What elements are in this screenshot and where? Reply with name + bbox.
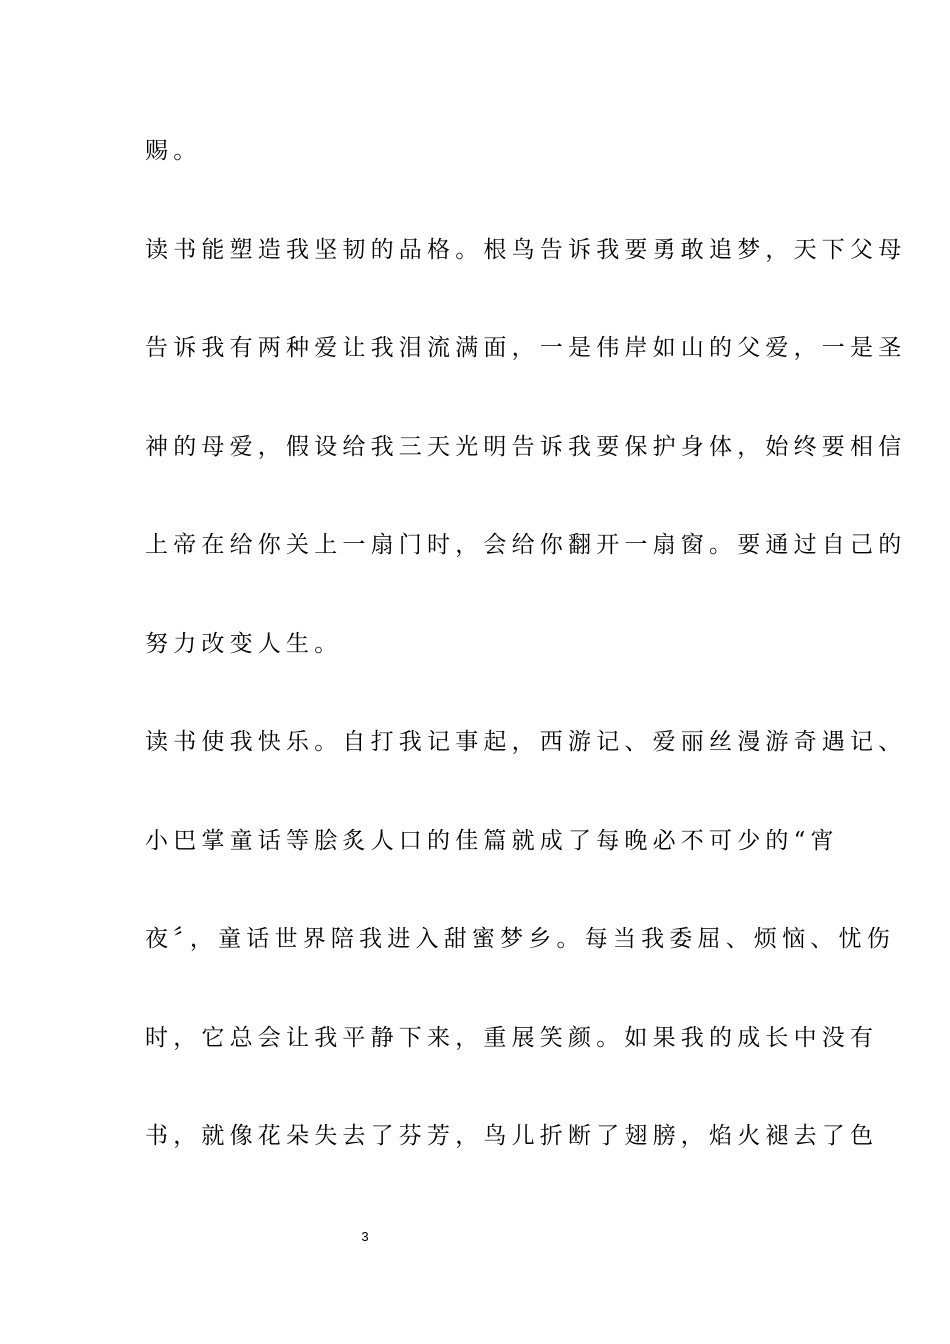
text-line: 书，就像花朵失去了芬芳，鸟儿折断了翅膀，焰火褪去了色: [145, 1123, 879, 1149]
text-line: 小巴掌童话等脍炙人口的佳篇就成了每晚必不可少的“宵: [145, 827, 839, 854]
text-line: 上帝在给你关上一扇门时，会给你翻开一扇窗。要通过自己的: [145, 532, 907, 558]
text-line: 赐。: [145, 138, 202, 164]
text-line: 夜〞，童话世界陪我进入甜蜜梦乡。每当我委屈、烦恼、忧伤: [145, 926, 895, 952]
text-line: 神的母爱，假设给我三天光明告诉我要保护身体，始终要相信: [145, 433, 907, 460]
body-text: [145, 128, 907, 1212]
text-line: 告诉我有两种爱让我泪流满面，一是伟岸如山的父爱，一是圣: [145, 335, 907, 361]
text-line: 努力改变人生。: [145, 630, 343, 657]
text-line: 读书使我快乐。自打我记事起，西游记、爱丽丝漫游奇遇记、: [145, 729, 907, 755]
text-line: 时，它总会让我平静下来，重展笑颜。如果我的成长中没有: [145, 1024, 879, 1051]
text-line: 读书能塑造我坚韧的品格。根鸟告诉我要勇敢追梦，天下父母: [145, 236, 907, 263]
page-number: 3: [361, 1229, 369, 1244]
